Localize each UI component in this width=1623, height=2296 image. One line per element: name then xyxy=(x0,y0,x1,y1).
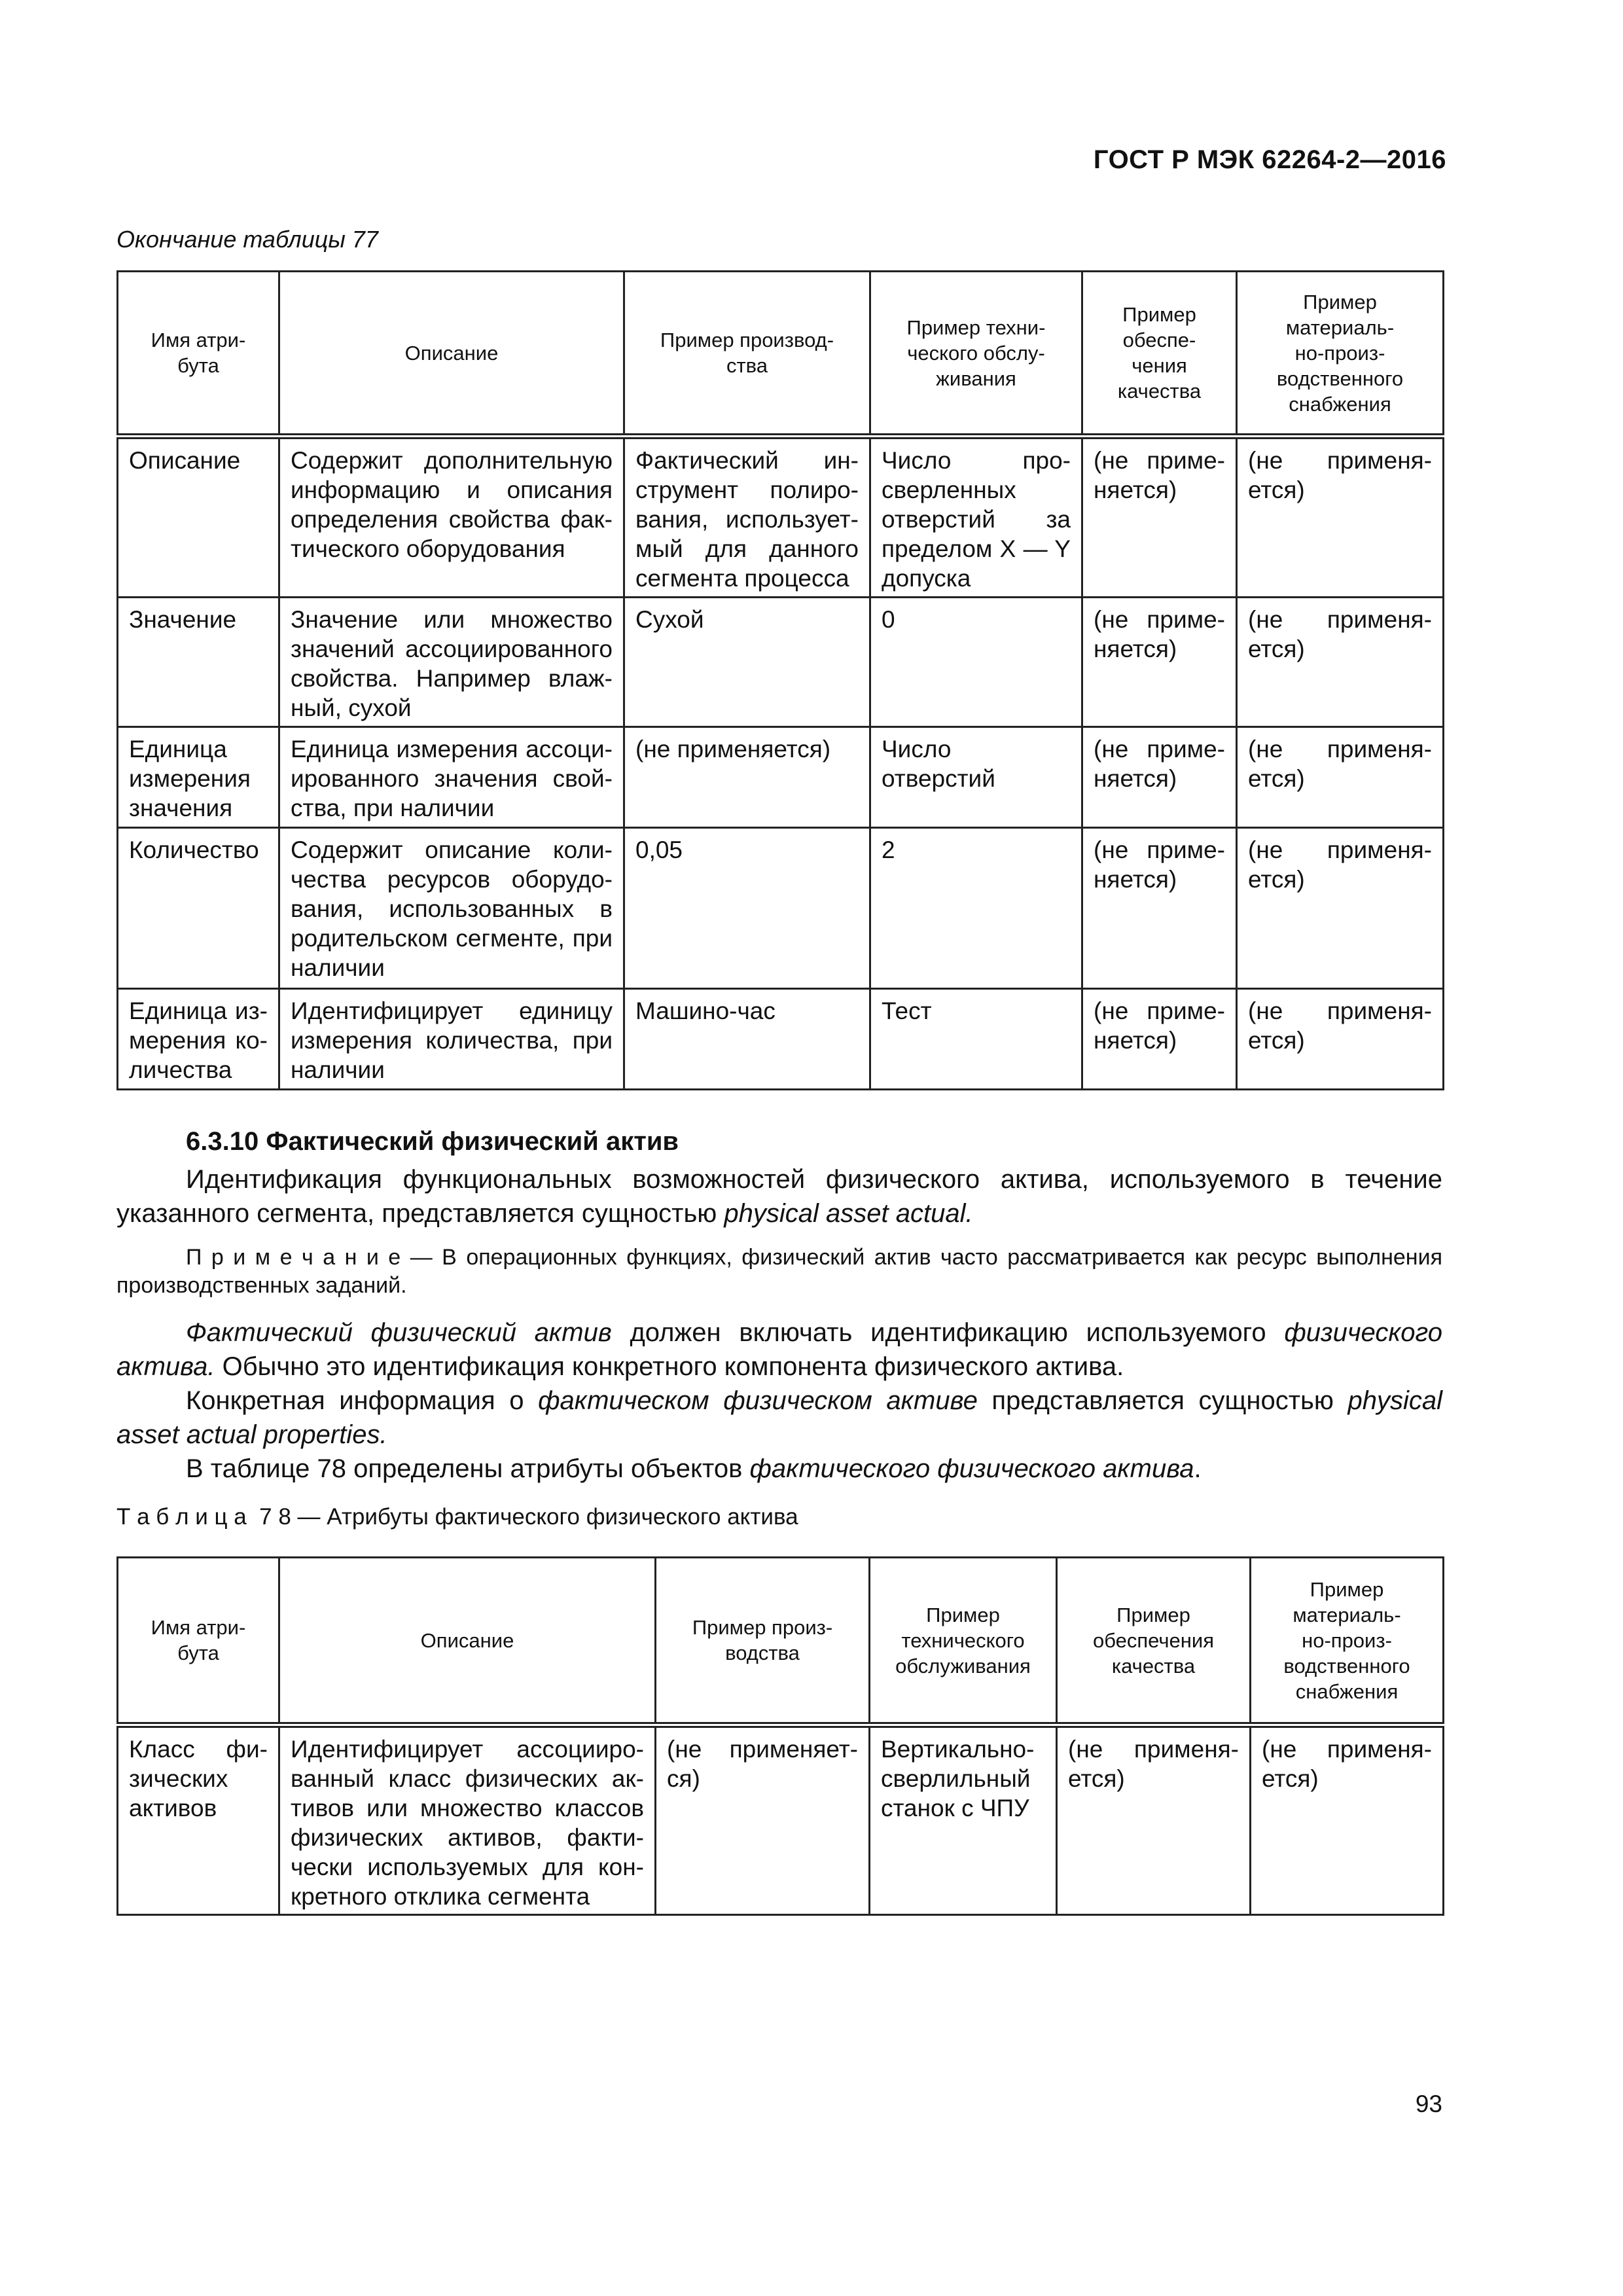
paragraph-text: представляется сущностью xyxy=(977,1386,1348,1415)
term: фактического физического актива xyxy=(749,1454,1194,1483)
col-header-production-example: Пример произ- водства xyxy=(656,1558,870,1725)
col-header-attribute-name: Имя атри- бута xyxy=(118,272,279,437)
cell-production: (не применяется) xyxy=(624,727,870,828)
cell-inventory: (не применяется) xyxy=(1237,437,1444,598)
table-row xyxy=(118,1725,1444,1915)
paragraph-text: В таблице 78 определены атрибуты объектов xyxy=(186,1454,750,1483)
cell-attribute-name: Единица измерения значения xyxy=(118,727,279,828)
cell-quality: (не применяется) xyxy=(1082,598,1237,727)
table-78 xyxy=(116,1556,1444,1916)
col-header-inventory-example: Пример материаль- но-произ- водственного снабжения xyxy=(1237,272,1444,437)
cell-quality: (не применяется) xyxy=(1057,1725,1251,1915)
paragraph-text: Обычно это идентификация конкретного компонента физического актива. xyxy=(215,1352,1124,1381)
col-header-inventory-example: Пример материаль- но-произ- водственного снабжения xyxy=(1251,1558,1444,1725)
table-row xyxy=(118,828,1444,989)
cell-inventory: (не применяется) xyxy=(1237,727,1444,828)
col-header-quality-example: Пример обеспе- чения качества xyxy=(1082,272,1237,437)
cell-description: Содержит описание количества ресурсов оборудования, использованных в родительском сегменте, при наличии xyxy=(279,828,624,989)
cell-production: Фактический инструмент полирования, используетмый для данного сегмента процесса xyxy=(624,437,870,598)
term: фактическом физическом активе xyxy=(538,1386,978,1415)
cell-production: Сухой xyxy=(624,598,870,727)
cell-inventory: (не применяется) xyxy=(1237,828,1444,989)
cell-quality: (не применяется) xyxy=(1082,828,1237,989)
table-77 xyxy=(116,270,1444,1090)
cell-description: Единица измерения ассоциированного значения свойства, при наличии xyxy=(279,727,624,828)
table-row xyxy=(118,727,1444,828)
col-header-maintenance-example: Пример технического обслуживания xyxy=(870,1558,1057,1725)
col-header-maintenance-example: Пример техни- ческого обслу- живания xyxy=(870,272,1082,437)
table-78-title-text: — Атрибуты фактического физического актива xyxy=(291,1504,798,1530)
cell-maintenance: 2 xyxy=(870,828,1082,989)
paragraph-text: должен включать идентификацию используемого xyxy=(611,1318,1285,1347)
cell-attribute-name: Количество xyxy=(118,828,279,989)
cell-attribute-name: Единица измерения количества xyxy=(118,989,279,1090)
paragraph-text: Конкретная информация о xyxy=(186,1386,539,1415)
cell-maintenance: Число отверстий xyxy=(870,727,1082,828)
cell-description: Значение или множество значений ассоциированного свойства. Например влажный, сухой xyxy=(279,598,624,727)
cell-quality: (не применяется) xyxy=(1082,989,1237,1090)
note xyxy=(116,1244,1442,1300)
note-label: П р и м е ч а н и е xyxy=(186,1245,401,1270)
cell-production: 0,05 xyxy=(624,828,870,989)
page-number: 93 xyxy=(1415,2090,1442,2117)
cell-attribute-name: Описание xyxy=(118,437,279,598)
cell-quality: (не применяется) xyxy=(1082,437,1237,598)
table-78-label: Т а б л и ц а 7 8 xyxy=(116,1504,291,1530)
term: Фактический физический актив xyxy=(186,1318,612,1347)
cell-maintenance: Тест xyxy=(870,989,1082,1090)
table-77-continuation-caption: Окончание таблицы 77 xyxy=(116,226,378,253)
cell-attribute-name: Класс физических активов xyxy=(118,1725,279,1915)
paragraph-text: Идентификация функциональных возможностей физического актива, используемого в течение указанного сегмента, представляется сущностью xyxy=(116,1165,1442,1228)
cell-attribute-name: Значение xyxy=(118,598,279,727)
cell-description: Идентифицирует ассоциированный класс физических активов или множество классов физических активов, фактически используемых для конкретного отклика сегмента xyxy=(279,1725,656,1915)
table-row xyxy=(118,598,1444,727)
cell-inventory: (не применяется) xyxy=(1251,1725,1444,1915)
paragraph-actual-asset xyxy=(116,1316,1442,1384)
cell-description: Содержит дополнительную информацию и описания определения свойства фактического оборудования xyxy=(279,437,624,598)
paragraph-properties xyxy=(116,1384,1442,1452)
term: физического актива. xyxy=(116,1318,1442,1381)
col-header-description: Описание xyxy=(279,272,624,437)
paragraph-table-ref xyxy=(116,1452,1442,1486)
col-header-attribute-name: Имя атри- бута xyxy=(118,1558,279,1725)
table-row xyxy=(118,437,1444,598)
cell-inventory: (не применяется) xyxy=(1237,598,1444,727)
cell-description: Идентифицирует единицу измерения количества, при наличии xyxy=(279,989,624,1090)
cell-maintenance: 0 xyxy=(870,598,1082,727)
entity-name: physical asset actual properties. xyxy=(116,1386,1442,1449)
col-header-description: Описание xyxy=(279,1558,656,1725)
section-heading: 6.3.10 Фактический физический актив xyxy=(186,1127,679,1156)
paragraph-identification xyxy=(116,1162,1442,1230)
col-header-production-example: Пример производ- ства xyxy=(624,272,870,437)
col-header-quality-example: Пример обеспечения качества xyxy=(1057,1558,1251,1725)
paragraph-text: . xyxy=(1194,1454,1202,1483)
table-row xyxy=(118,989,1444,1090)
table-78-title xyxy=(116,1504,798,1530)
standard-code: ГОСТ Р МЭК 62264-2—2016 xyxy=(1093,145,1446,174)
cell-inventory: (не применяется) xyxy=(1237,989,1444,1090)
cell-production: Машино-час xyxy=(624,989,870,1090)
entity-name: physical asset actual. xyxy=(724,1199,973,1228)
note-text: — В операционных функциях, физический актив часто рассматривается как ресурс выполнения производственных заданий. xyxy=(116,1245,1442,1298)
cell-production: (не применяется) xyxy=(656,1725,870,1915)
cell-maintenance: Число просверленных отверстий за пределом X — Y допуска xyxy=(870,437,1082,598)
cell-maintenance: Вертикально-сверлильный станок с ЧПУ xyxy=(870,1725,1057,1915)
cell-quality: (не применяется) xyxy=(1082,727,1237,828)
